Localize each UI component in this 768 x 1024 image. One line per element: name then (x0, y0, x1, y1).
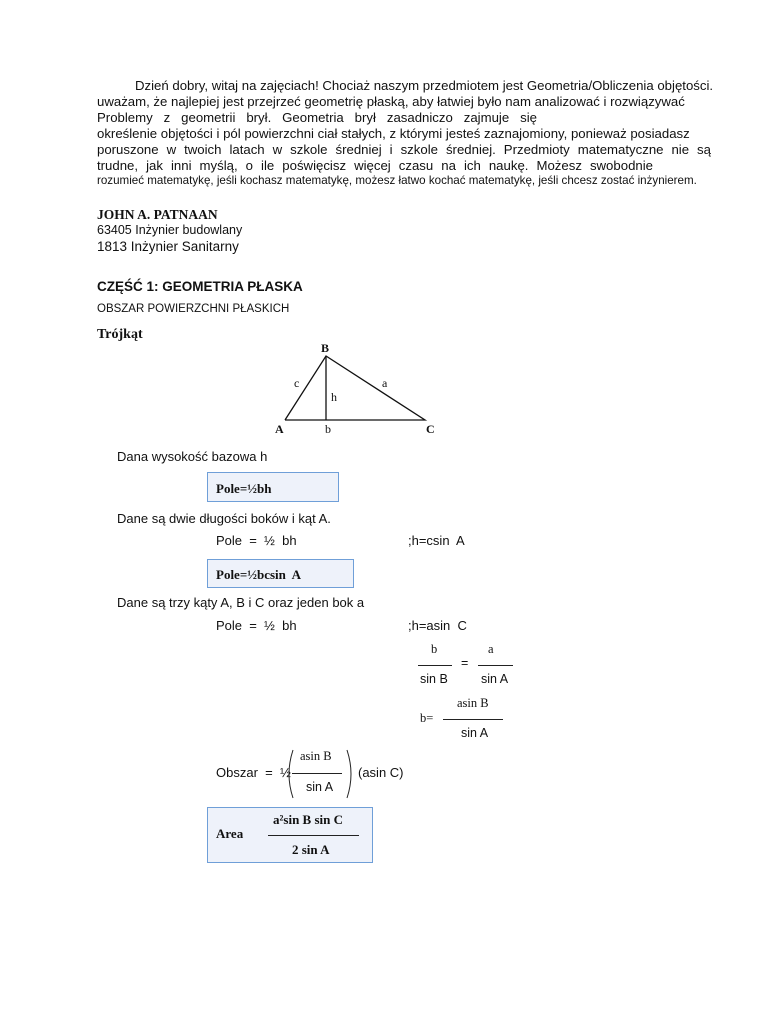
section-subtitle: OBSZAR POWIERZCHNI PŁASKICH (97, 303, 290, 315)
intro-line: rozumieć matematykę, jeśli kochasz matematykę, możesz łatwo kochać matematykę, jeśli chcesz zostać inżynierem. (97, 174, 697, 188)
fraction-bar (478, 665, 513, 666)
side-label: a (382, 376, 388, 390)
obszar-label: Obszar = ½ (216, 765, 291, 780)
intro-line: trudne, jak inni myślą, o ile poświęcisz więcej czasu na ich naukę. Możesz swobodnie (97, 157, 653, 173)
fraction-denominator: sin A (481, 672, 509, 686)
equation-left: Pole = ½ bh (216, 618, 297, 633)
area-formula-box (207, 807, 373, 863)
fraction-bar (443, 719, 503, 720)
equals-sign: = (461, 656, 469, 670)
intro-paragraph (97, 78, 714, 188)
author-detail: 63405 Inżynier budowlany (97, 223, 243, 237)
equation-right: ;h=asin C (408, 618, 467, 633)
intro-line: poruszone w twoich latach w szkole średniej i szkole średniej. Przedmioty matematyczne nie są (97, 141, 711, 157)
side-label: b (325, 422, 331, 436)
intro-line: Problemy z geometrii brył. Geometria brył zasadniczo zajmuje się (97, 109, 537, 125)
fraction-numerator: asin B (300, 749, 332, 763)
equation-right: ;h=csin A (408, 533, 465, 548)
case-description: Dana wysokość bazowa h (117, 449, 268, 464)
formula-box: Pole=½bcsin A (207, 559, 354, 588)
case-description: Dane są trzy kąty A, B i C oraz jeden bok a (117, 595, 365, 610)
author-detail: 1813 Inżynier Sanitarny (97, 239, 239, 254)
obszar-tail: (asin C) (358, 765, 404, 780)
fraction-bar (418, 665, 452, 666)
formula-box: Pole=½bh (207, 472, 339, 502)
fraction-denominator: 2 sin A (292, 842, 330, 857)
intro-line: Dzień dobry, witaj na zajęciach! Chociaż naszym przedmiotem jest Geometria/Obliczenia objętości. (135, 78, 714, 93)
case-description: Dane są dwie długości boków i kąt A. (117, 511, 331, 526)
fraction-numerator: b (431, 642, 438, 656)
equation-left: Pole = ½ bh (216, 533, 297, 548)
fraction-numerator: asin B (457, 696, 489, 710)
vertex-label: B (321, 341, 330, 355)
fraction-denominator: sin A (306, 780, 334, 794)
fraction-bar (268, 835, 359, 836)
intro-line: określenie objętości i pól powierzchni ciał stałych, z którymi jesteś zaznajomiony, ponieważ posiadasz (97, 125, 690, 141)
vertex-label: A (275, 422, 284, 436)
height-label: h (331, 390, 337, 404)
intro-line: uważam, że najlepiej jest przejrzeć geometrię płaską, aby łatwiej było nam analizować i rozwiązywać (97, 93, 685, 109)
vertex-label: C (426, 422, 435, 436)
author-name: JOHN A. PATNAAN (97, 207, 218, 222)
fraction-denominator: sin A (461, 726, 489, 740)
triangle-outline (285, 356, 425, 420)
triangle-diagram (270, 340, 450, 440)
fraction-denominator: sin B (420, 672, 448, 686)
side-label: c (294, 376, 300, 390)
fraction-numerator: a²sin B sin C (273, 812, 344, 827)
shape-heading: Trójkąt (97, 327, 143, 342)
fraction-bar (292, 773, 342, 774)
fraction-numerator: a (488, 642, 494, 656)
section-title: CZĘŚĆ 1: GEOMETRIA PŁASKA (97, 279, 303, 294)
area-label: Area (216, 826, 244, 841)
b-label: b= (420, 711, 434, 725)
